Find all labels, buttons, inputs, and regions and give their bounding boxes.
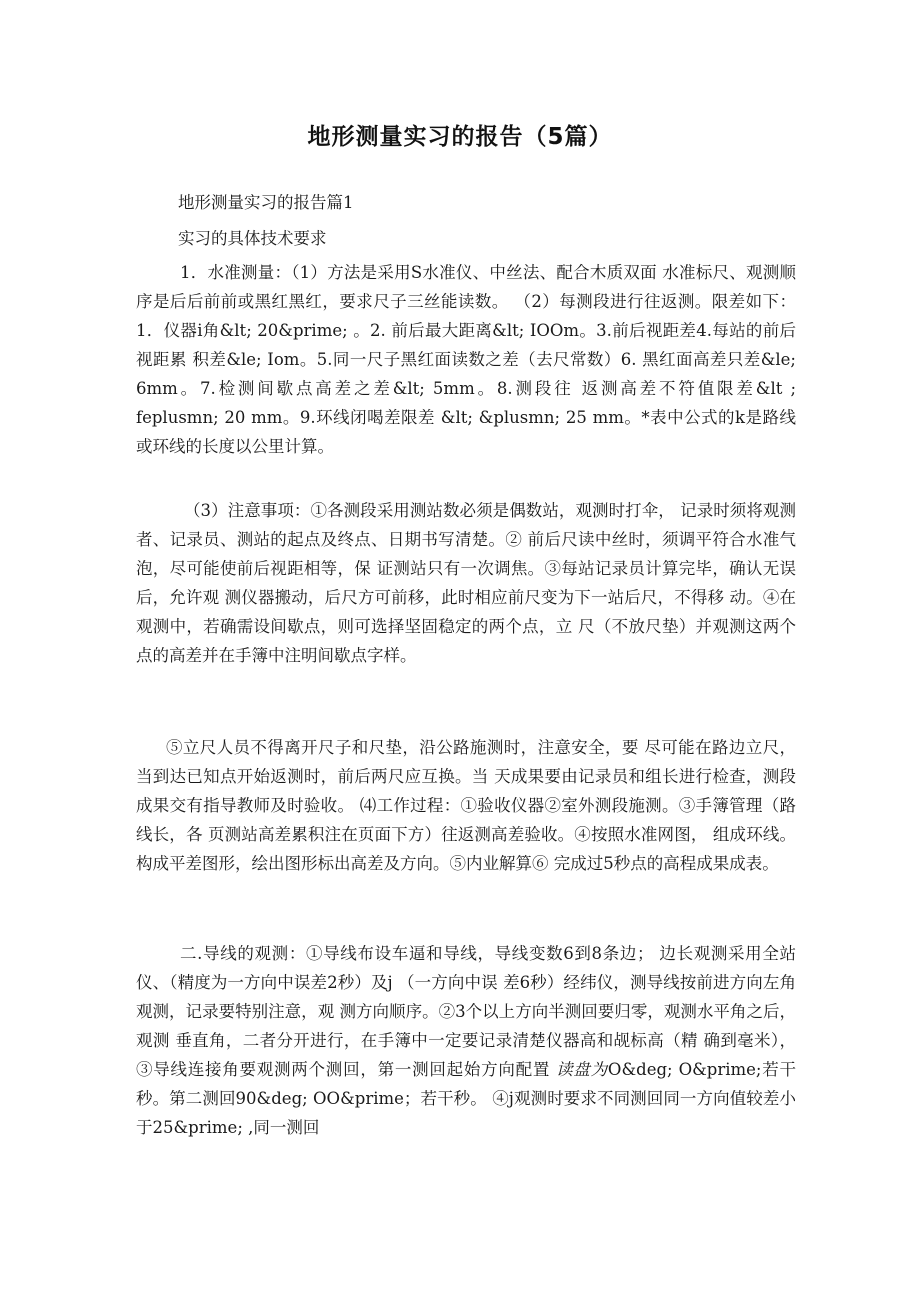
paragraph-italic-text: 读盘为	[556, 1060, 608, 1079]
body-paragraph-leveling	[136, 258, 796, 461]
section-heading: 地形测量实习的报告篇1	[178, 193, 354, 212]
paragraph-text: ⑤立尺人员不得离开尺子和尺垫，沿公路施测时，注意安全，要 尽可能在路边立尺，当到达已知点开始返测时，前后两尺应互换。当 天成果要由记录员和组长进行检查，测段成果交有指导教师及时验收。 ⑷工作过程：①验收仪器②室外测段施测。③手簿管理（路线长，各 页测站高差累积注在页面下方）往返测高差验收。④按照水准网图， 组成环线。构成平差图形，绘出图形标出高差及方向。⑤内业解算⑥ 完成过5秒点的高程成果成表。	[136, 738, 796, 873]
paragraph-text-part: 二.导线的观测：①导线布设车逼和导线，导线变数6到8条边； 边长观测采用全站仪、（精度为一方向中误差2秒）及j （一方向中误 差6秒）经纬仪，测导线按前进方向左角观测，记录要特别注意，观 测方向顺序。②3个以上方向半测回要归零，观测水平角之后，观测 垂直角，二者分开进行，在手簿中一定要记录清楚仪器高和觇标高（精 确到毫米），③导线连接角要观测两个测回，第一测回起始方向配置	[136, 944, 796, 1079]
paragraph-text-part: O&deg; O&prime;若干秒。第二测回90&deg; OO&prime；若干秒。 ④j观测时要求不同测回同一方向值较差小于25&prime; ,同一测回	[136, 1060, 797, 1137]
paragraph-text: 1．水准测量：（1）方法是采用S水准仪、中丝法、配合木质双面 水准标尺、观测顺序是后后前前或黑红黑红，要求尺子三丝能读数。 （2）每测段进行往返测。限差如下：1．仪器i角&lt; 20&prime; 。2. 前后最大距离&lt; IOOm。3.前后视距差4.每站的前后视距累 积差&le; Iom。5.同一尺子黑红面读数之差（去尺常数）6. 黑红面高差只差&le; 6mm。7.检测间歇点高差之差&lt; 5mm。8.测段往 返测高差不符值限差&lt ; feplusmn; 20 mm。9.环线闭喝差限差 &lt; &plusmn; 25 mm。*表中公式的k是路线或环线的长度以公里计算。	[136, 263, 796, 456]
body-paragraph-traverse	[136, 939, 796, 1142]
body-paragraph-workflow	[136, 733, 796, 878]
subsection-heading: 实习的具体技术要求	[178, 229, 327, 248]
document-title: 地形测量实习的报告（5篇）	[307, 124, 613, 150]
paragraph-text	[136, 939, 796, 1142]
body-paragraph-precautions	[136, 496, 796, 670]
paragraph-text: （3）注意事项：①各测段采用测站数必须是偶数站，观测时打伞， 记录时须将观测者、记录员、测站的起点及终点、日期书写清楚。② 前后尺读中丝时，须调平符合水准气泡，尽可能使前后视距相等，保 证测站只有一次调焦。③每站记录员计算完毕，确认无误后，允许观 测仪器搬动，后尺方可前移，此时相应前尺变为下一站后尺，不得移 动。④在观测中，若确需设间歇点，则可选择坚固稳定的两个点，立 尺（不放尺垫）并观测这两个点的高差并在手簿中注明间歇点字样。	[136, 501, 796, 665]
